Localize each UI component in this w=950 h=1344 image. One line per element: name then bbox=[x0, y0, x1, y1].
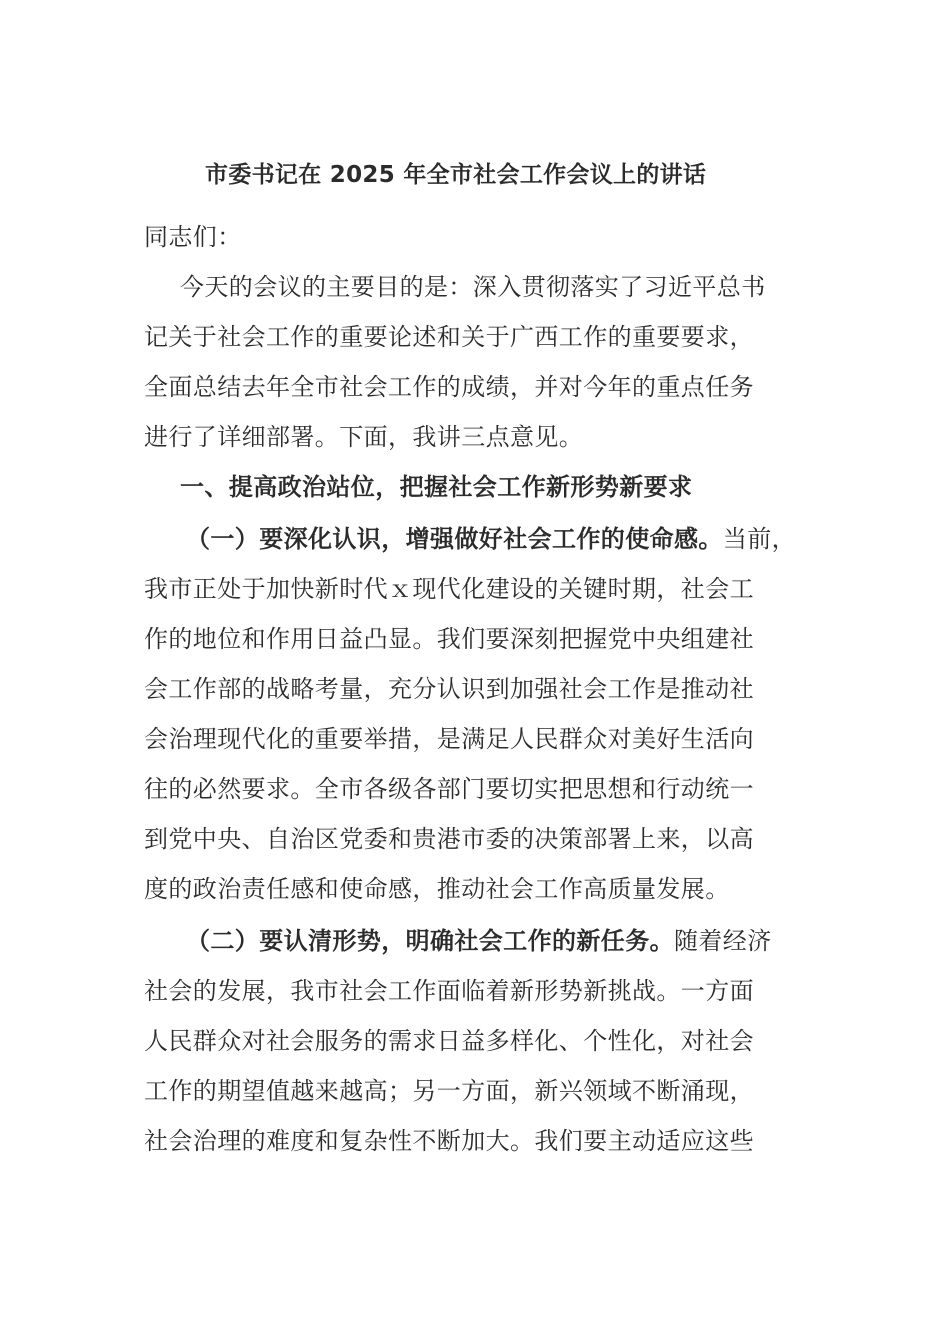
paragraph-line: 度的政治责任感和使命感，推动社会工作高质量发展。 bbox=[144, 875, 730, 903]
subsection-first-line bbox=[186, 926, 772, 956]
paragraph-line: 社会的发展，我市社会工作面临着新形势新挑战。一方面 bbox=[144, 977, 754, 1005]
paragraph-line: 进行了详细部署。下面，我讲三点意见。 bbox=[144, 423, 584, 451]
paragraph-line: 工作的期望值越来越高；另一方面，新兴领域不断涌现， bbox=[144, 1077, 754, 1105]
subsection-first-line bbox=[186, 524, 796, 554]
paragraph-line: 作的地位和作用日益凸显。我们要深刻把握党中央组建社 bbox=[144, 625, 754, 653]
paragraph-line: 今天的会议的主要目的是：深入贯彻落实了习近平总书 bbox=[180, 273, 766, 301]
salutation: 同志们： bbox=[144, 223, 242, 251]
paragraph-line: 人民群众对社会服务的需求日益多样化、个性化，对社会 bbox=[144, 1027, 754, 1055]
subsection-lead-text: 当前， bbox=[722, 525, 797, 553]
paragraph-line: 全面总结去年全市社会工作的成绩，并对今年的重点任务 bbox=[144, 373, 754, 401]
document-title: 市委书记在 2025 年全市社会工作会议上的讲话 bbox=[205, 162, 707, 188]
subsection-lead-text: 随着经济 bbox=[674, 927, 772, 955]
paragraph-line: 会工作部的战略考量，充分认识到加强社会工作是推动社 bbox=[144, 675, 754, 703]
paragraph-line: 社会治理的难度和复杂性不断加大。我们要主动适应这些 bbox=[144, 1127, 754, 1155]
paragraph-line: 我市正处于加快新时代ｘ现代化建设的关键时期，社会工 bbox=[144, 575, 754, 603]
paragraph-line: 到党中央、自治区党委和贵港市委的决策部署上来，以高 bbox=[144, 825, 754, 853]
paragraph-line: 记关于社会工作的重要论述和关于广西工作的重要要求， bbox=[144, 323, 754, 351]
subsection-heading: （一）要深化认识，增强做好社会工作的使命感。 bbox=[186, 525, 723, 553]
subsection-heading: （二）要认清形势，明确社会工作的新任务。 bbox=[186, 927, 674, 955]
paragraph-line: 往的必然要求。全市各级各部门要切实把思想和行动统一 bbox=[144, 775, 754, 803]
paragraph-line: 会治理现代化的重要举措，是满足人民群众对美好生活向 bbox=[144, 725, 754, 753]
section-heading: 一、提高政治站位，把握社会工作新形势新要求 bbox=[180, 473, 693, 501]
